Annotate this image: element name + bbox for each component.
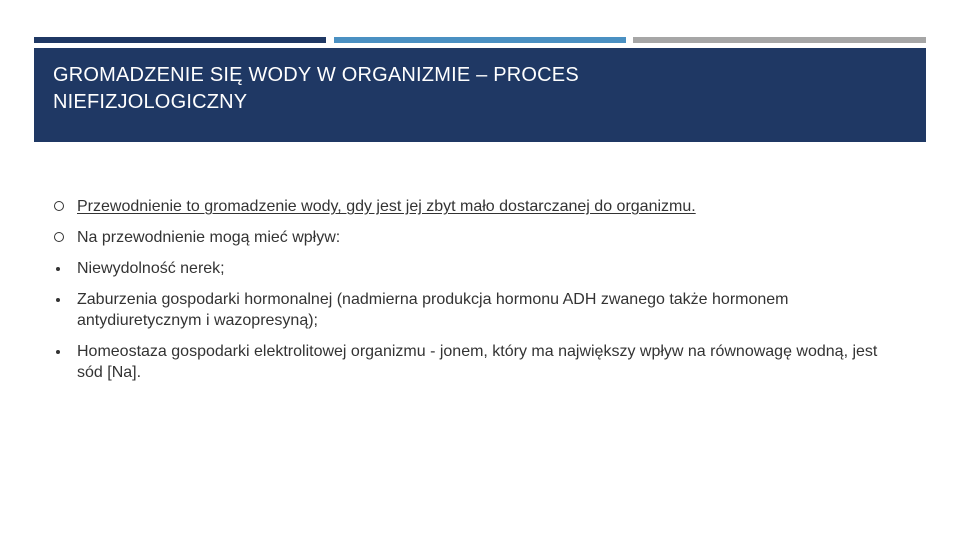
accent-bar-blue	[334, 37, 626, 43]
bullet-text: Niewydolność nerek;	[77, 260, 225, 277]
circle-bullet-icon	[52, 227, 72, 248]
bullet-list	[52, 196, 902, 383]
bullet-item	[52, 196, 902, 217]
dot-bullet-icon	[52, 289, 72, 310]
accent-bar-gray	[633, 37, 926, 43]
slide-title-line-1: GROMADZENIE SIĘ WODY W ORGANIZMIE – PROCES	[53, 64, 579, 86]
bullet-item	[52, 227, 902, 248]
slide-title-line-2: NIEFIZJOLOGICZNY	[53, 91, 248, 113]
accent-bar-dark	[34, 37, 326, 43]
bullet-text: Na przewodnienie mogą mieć wpływ:	[77, 229, 341, 246]
bullet-text: Przewodnienie to gromadzenie wody, gdy jest jej zbyt mało dostarczanej do organizmu.	[77, 198, 696, 215]
circle-bullet-icon	[52, 196, 72, 217]
bullet-item	[52, 258, 902, 279]
bullet-item	[52, 289, 902, 331]
bullet-text: Homeostaza gospodarki elektrolitowej organizmu - jonem, który ma największy wpływ na równowagę wodną, jest sód [Na].	[77, 343, 878, 381]
title-box	[34, 48, 926, 142]
dot-bullet-icon	[52, 258, 72, 279]
bullet-text: Zaburzenia gospodarki hormonalnej (nadmierna produkcja hormonu ADH zwanego także hormonem antydiuretycznym i wazopresyną);	[77, 291, 789, 329]
slide-title	[53, 62, 906, 116]
dot-bullet-icon	[52, 341, 72, 362]
bullet-item	[52, 341, 902, 383]
